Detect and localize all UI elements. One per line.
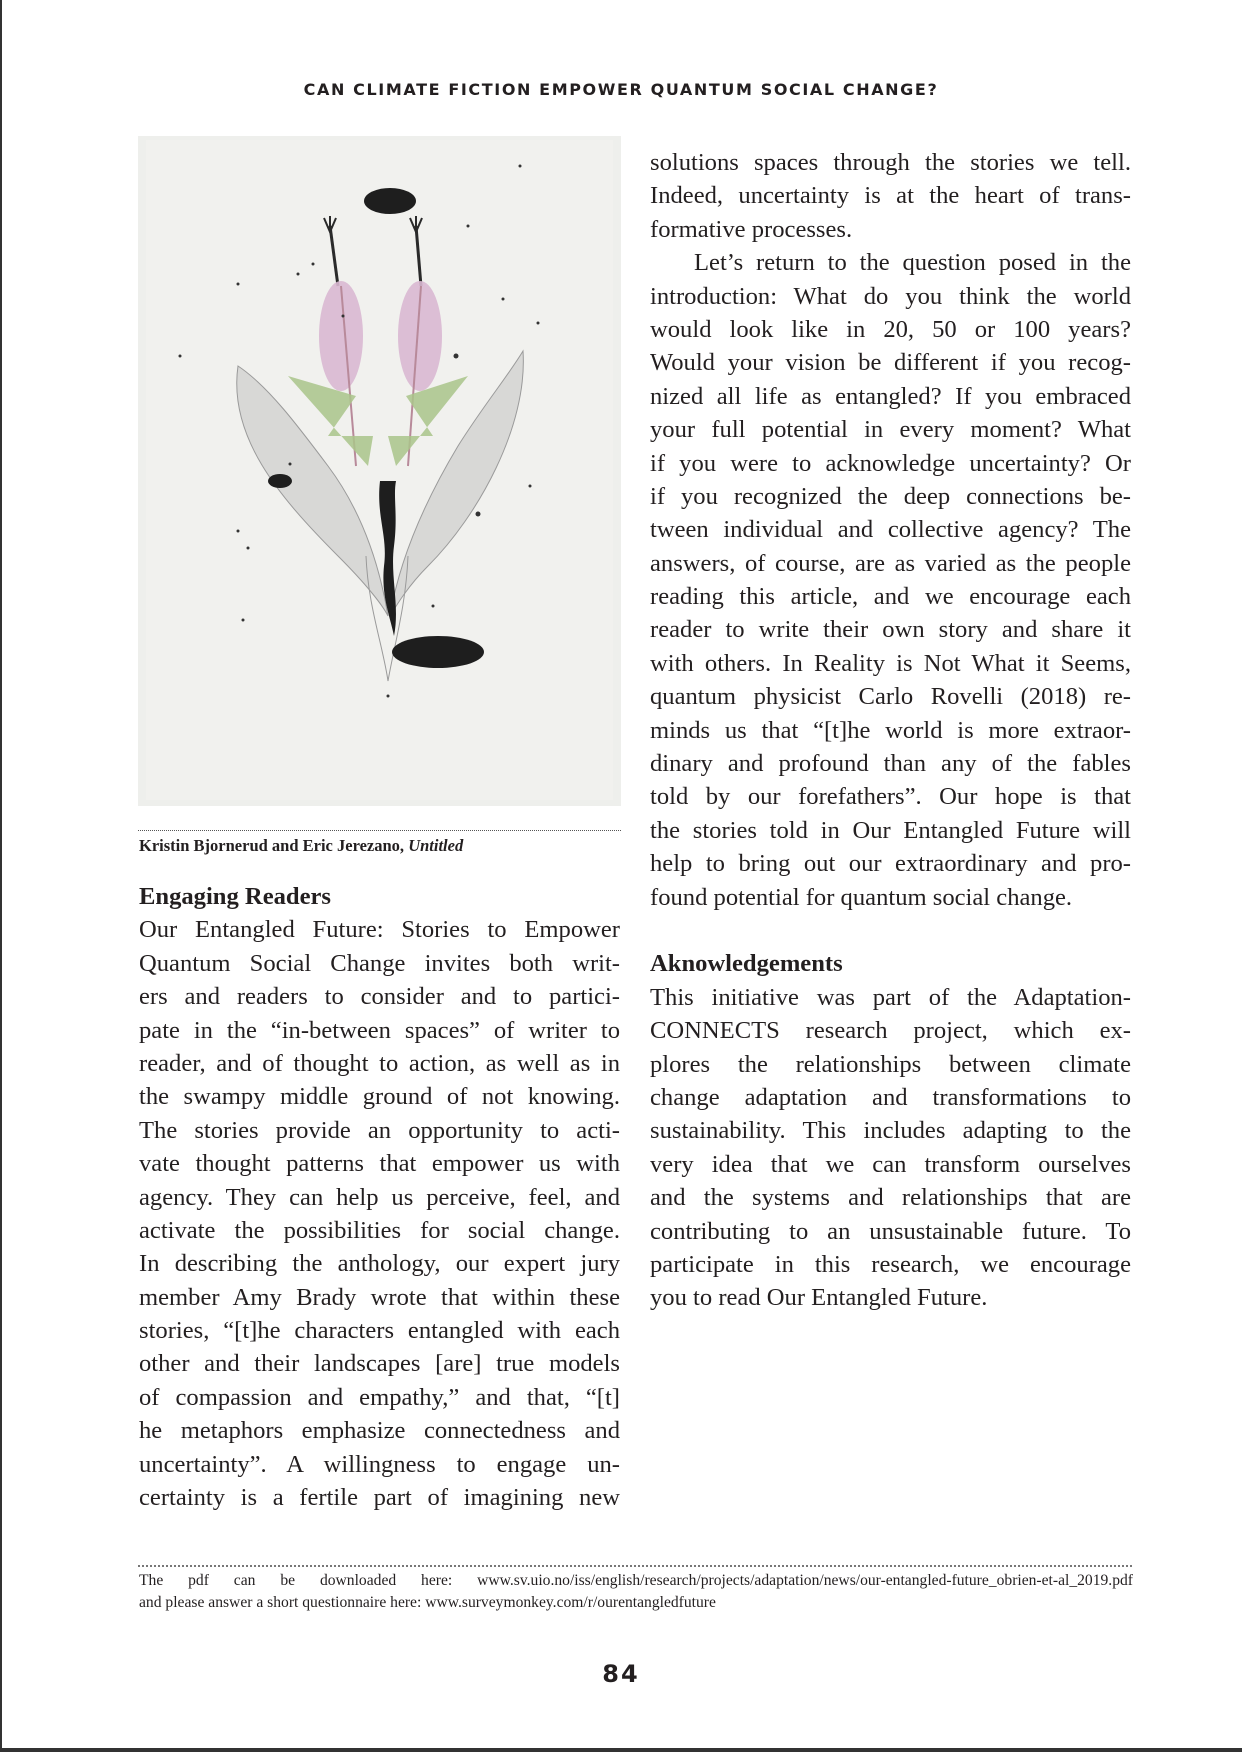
artwork-image [138, 136, 621, 806]
text-line: member Amy Brady wrote that within these [139, 1283, 620, 1311]
text-line: agency. They can help us perceive, feel, and [139, 1183, 620, 1211]
text-line: sustainability. This includes adapting to the [650, 1117, 1131, 1145]
text-line: he metaphors emphasize connectedness and [139, 1417, 620, 1445]
text-line: introduction: What do you think the world [650, 282, 1131, 310]
text-line: The stories provide an opportunity to acti- [139, 1116, 620, 1144]
text-line: answers, of course, are as varied as the people [650, 549, 1131, 577]
page-border-bottom [0, 1748, 1242, 1752]
section-heading: Aknowledgements [650, 950, 843, 978]
text-line: certainty is a fertile part of imagining new [139, 1484, 620, 1512]
question-paragraph [650, 246, 1131, 914]
text-line: if you were to acknowledge uncertainty? Or [650, 449, 1131, 477]
text-line: reader, and of thought to action, as well as in [139, 1049, 620, 1077]
text-line: Indeed, uncertainty is at the heart of trans- [650, 182, 1131, 210]
text-line: stories, “[t]he characters entangled with each [139, 1317, 620, 1345]
text-line: CONNECTS research project, which ex- [650, 1017, 1131, 1045]
section-heading: Engaging Readers [139, 883, 331, 910]
footnote-line: The pdf can be downloaded here: www.sv.uio.no/iss/english/research/projects/adaptation/news/our-entangled-future_obrien-et-al_2019.pdf [139, 1572, 1133, 1589]
left-column [139, 880, 620, 1514]
text-line: Our Entangled Future: Stories to Empower [139, 916, 620, 944]
text-line: your full potential in every moment? What [650, 416, 1131, 444]
text-line: pate in the “in-between spaces” of writer to [139, 1016, 620, 1044]
text-line: solutions spaces through the stories we tell. [650, 149, 1131, 176]
caption-authors: Kristin Bjornerud and Eric Jerezano, [139, 836, 409, 855]
text-line: you to read Our Entangled Future. [650, 1284, 988, 1312]
engaging-readers-paragraph [139, 913, 620, 1514]
text-line: uncertainty”. A willingness to engage un- [139, 1450, 620, 1478]
figure-caption [139, 836, 463, 856]
text-line: told by our forefathers”. Our hope is that [650, 783, 1131, 811]
text-line: help to bring out our extraordinary and pro- [650, 850, 1131, 878]
footnote [139, 1570, 1133, 1614]
ink-blot [392, 636, 484, 668]
text-line: vate thought patterns that empower us with [139, 1150, 620, 1178]
caption-rule [138, 830, 621, 831]
text-line: tween individual and collective agency? The [650, 516, 1131, 544]
text-line: ers and readers to consider and to partici- [139, 983, 620, 1011]
acknowledgements-paragraph [650, 981, 1131, 1315]
text-line: participate in this research, we encourage [650, 1250, 1131, 1278]
text-line: activate the possibilities for social change. [139, 1216, 620, 1244]
right-column [650, 146, 1131, 1315]
text-line: In describing the anthology, our expert jury [139, 1250, 620, 1278]
footnote-rule [138, 1565, 1132, 1567]
text-line: the swampy middle ground of not knowing. [139, 1083, 620, 1111]
text-line: reader to write their own story and share it [650, 616, 1131, 644]
text-line: with others. In Reality is Not What it Seems, [650, 649, 1131, 677]
page-number: 84 [602, 1660, 640, 1688]
text-line: This initiative was part of the Adaptation- [650, 983, 1131, 1011]
text-line: Let’s return to the question posed in the [694, 249, 1131, 277]
text-line: minds us that “[t]he world is more extraor- [650, 716, 1131, 744]
text-line: other and their landscapes [are] true models [139, 1350, 620, 1378]
page-border-left [0, 0, 2, 1752]
ink-blot [364, 188, 416, 214]
text-line: Quantum Social Change invites both writ- [139, 949, 620, 977]
text-line: if you recognized the deep connections be- [650, 482, 1131, 510]
paragraph-spacer [650, 914, 1131, 947]
text-line: quantum physicist Carlo Rovelli (2018) re- [650, 683, 1131, 711]
caption-title: Untitled [408, 836, 464, 855]
ink-blot [268, 474, 292, 488]
text-line: change adaptation and transformations to [650, 1083, 1131, 1111]
running-header: CAN CLIMATE FICTION EMPOWER QUANTUM SOCIAL CHANGE? [303, 80, 939, 99]
text-line: very idea that we can transform ourselves [650, 1150, 1131, 1178]
footnote-line: and please answer a short questionnaire here: www.surveymonkey.com/r/ourentangledfuture [139, 1594, 716, 1611]
text-line: contributing to an unsustainable future. To [650, 1217, 1131, 1245]
text-line: formative processes. [650, 215, 853, 243]
text-line: nized all life as entangled? If you embraced [650, 382, 1131, 410]
text-line: dinary and profound than any of the fables [650, 750, 1131, 778]
text-line: the stories told in Our Entangled Future will [650, 816, 1131, 844]
text-line: and the systems and relationships that are [650, 1184, 1131, 1212]
text-line: found potential for quantum social change. [650, 883, 1073, 911]
text-line: of compassion and empathy,” and that, “[t] [139, 1383, 620, 1411]
continuation-paragraph [650, 146, 1131, 246]
text-line: reading this article, and we encourage each [650, 583, 1131, 611]
text-line: would look like in 20, 50 or 100 years? [650, 315, 1131, 343]
text-line: Would your vision be different if you recog- [650, 349, 1131, 377]
text-line: plores the relationships between climate [650, 1050, 1131, 1078]
